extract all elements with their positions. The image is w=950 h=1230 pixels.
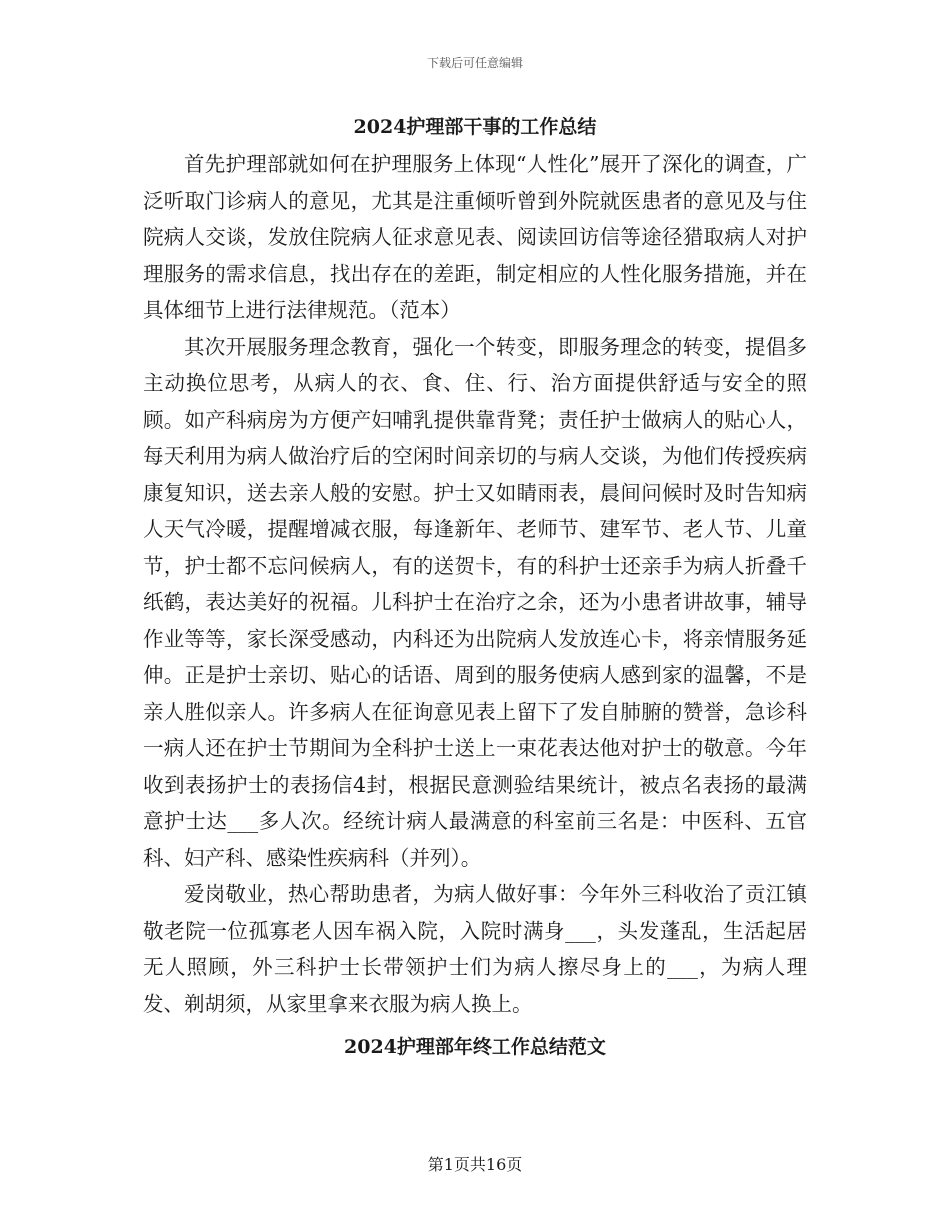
document-body (143, 108, 807, 1068)
document-title: 2024护理部干事的工作总结 (353, 116, 597, 138)
section-title: 2024护理部年终工作总结范文 (344, 1036, 606, 1058)
paragraph-2: 其次开展服务理念教育，强化一个转变，即服务理念的转变，提倡多主动换位思考，从病人的衣、食、住、行、治方面提供舒适与安全的照顾。如产科病房为方便产妇哺乳提供靠背凳；责任护士做病人的贴心人，每天利用为病人做治疗后的空闲时间亲切的与病人交谈，为他们传授疾病康复知识，送去亲人般的安慰。护士又如睛雨表，晨间问候时及时告知病人天气冷暖，提醒增减衣服，每逢新年、老师节、建军节、老人节、儿童节，护士都不忘问候病人，有的送贺卡，有的科护士还亲手为病人折叠千纸鹤，表达美好的祝福。儿科护士在治疗之余，还为小患者讲故事，辅导作业等等，家长深受感动，内科还为出院病人发放连心卡，将亲情服务延伸。正是护士亲切、贴心的话语、周到的服务使病人感到家的温馨，不是亲人胜似亲人。许多病人在征询意见表上留下了发自肺腑的赞誉，急诊科一病人还在护士节期间为全科护士送上一束花表达他对护士的敬意。今年收到表扬护士的表扬信4封，根据民意测验结果统计，被点名表扬的最满意护士达___多人次。经统计病人最满意的科室前三名是：中医科、五官科、妇产科、感染性疾病科（并列）。 (143, 334, 807, 870)
page-header-note: 下载后可任意编辑 (426, 56, 523, 70)
page-number: 第1页共16页 (427, 1155, 523, 1174)
paragraph-3: 爱岗敬业，热心帮助患者，为病人做好事：今年外三科收治了贡江镇敬老院一位孤寡老人因车祸入院，入院时满身___，头发蓬乱，生活起居无人照顾，外三科护士长带领护士们为病人擦尽身上的___，为病人理发、剃胡须，从家里拿来衣服为病人换上。 (143, 882, 807, 1016)
paragraph-1: 首先护理部就如何在护理服务上体现“人性化”展开了深化的调查，广泛听取门诊病人的意见，尤其是注重倾听曾到外院就医患者的意见及与住院病人交谈，发放住院病人征求意见表、阅读回访信等途径猎取病人对护理服务的需求信息，找出存在的差距，制定相应的人性化服务措施，并在具体细节上进行法律规范。（范本） (143, 152, 807, 322)
